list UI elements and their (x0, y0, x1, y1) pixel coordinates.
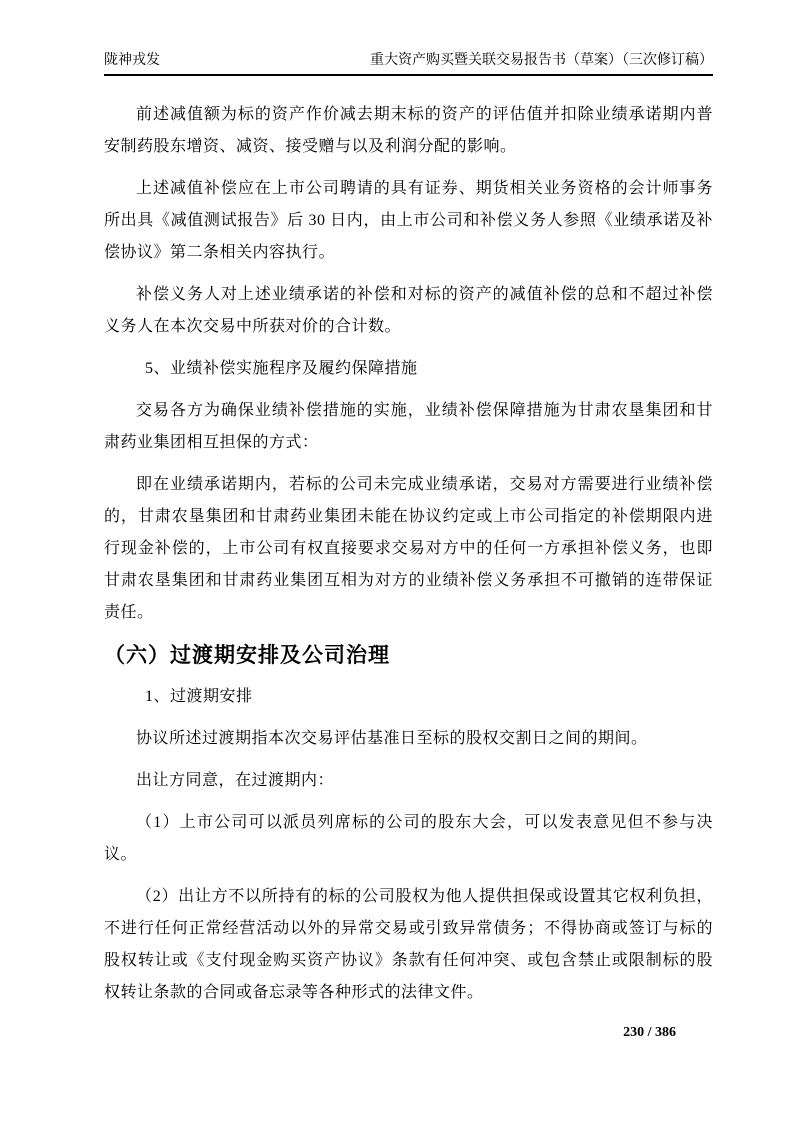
paragraph-transferor-agreement-intro: 出让方同意，在过渡期内： (136, 772, 335, 789)
page-header (104, 52, 713, 76)
paragraph-item-1-shareholder-meeting: （1）上市公司可以派员列席标的公司的股东大会，可以发表意见但不参与决议。 (104, 814, 713, 863)
document-body (104, 89, 713, 1019)
paragraph-item-2-no-encumbrance: （2）出让方不以所持有的标的公司股权为他人提供担保或设置其它权利负担，不进行任何正常经营活动以外的异常交易或引致异常债务；不得协商或签订与标的股权转让或《支付现金购买资产协议》条款有任何冲突、或包含禁止或限制标的股权转让条款的合同或备忘录等各种形式的法律文件。 (104, 888, 713, 1001)
paragraph-impairment-definition: 前述减值额为标的资产作价减去期末标的资产的评估值并扣除业绩承诺期内普安制药股东增资、减资、接受赠与以及利润分配的影响。 (104, 106, 713, 155)
section-heading-6-transition-period: （六）过渡期安排及公司治理 (104, 644, 390, 667)
paragraph-mutual-guarantee-detail: 即在业绩承诺期内，若标的公司未完成业绩承诺，交易对方需要进行业绩补偿的，甘肃农垦集团和甘肃药业集团未能在协议约定或上市公司指定的补偿期限内进行现金补偿的，上市公司有权直接要求交易对方中的任何一方承担补偿义务，也即甘肃农垦集团和甘肃药业集团互相为对方的业绩补偿义务承担不可撤销的连带保证责任。 (104, 476, 713, 621)
page-number: 230 / 386 (623, 1025, 676, 1040)
numbered-heading-5-performance-compensation: 5、业绩补偿实施程序及履约保障措施 (145, 360, 418, 377)
paragraph-mutual-guarantee-intro: 交易各方为确保业绩补偿措施的实施，业绩补偿保障措施为甘肃农垦集团和甘肃药业集团相互担保的方式： (104, 402, 713, 451)
header-company-short-name: 陇神戎发 (104, 53, 160, 68)
header-report-title: 重大资产购买暨关联交易报告书（草案）（三次修订稿） (370, 53, 713, 68)
paragraph-impairment-compensation-execution: 上述减值补偿应在上市公司聘请的具有证券、期货相关业务资格的会计师事务所出具《减值测试报告》后 30 日内，由上市公司和补偿义务人参照《业绩承诺及补偿协议》第二条相关内容执行。 (104, 180, 713, 261)
paragraph-compensation-cap: 补偿义务人对上述业绩承诺的补偿和对标的资产的减值补偿的总和不超过补偿义务人在本次交易中所获对价的合计数。 (104, 286, 713, 335)
paragraph-transition-period-definition: 协议所述过渡期指本次交易评估基准日至标的股权交割日之间的期间。 (136, 730, 648, 747)
numbered-heading-1-transition-arrangement: 1、过渡期安排 (145, 688, 253, 705)
